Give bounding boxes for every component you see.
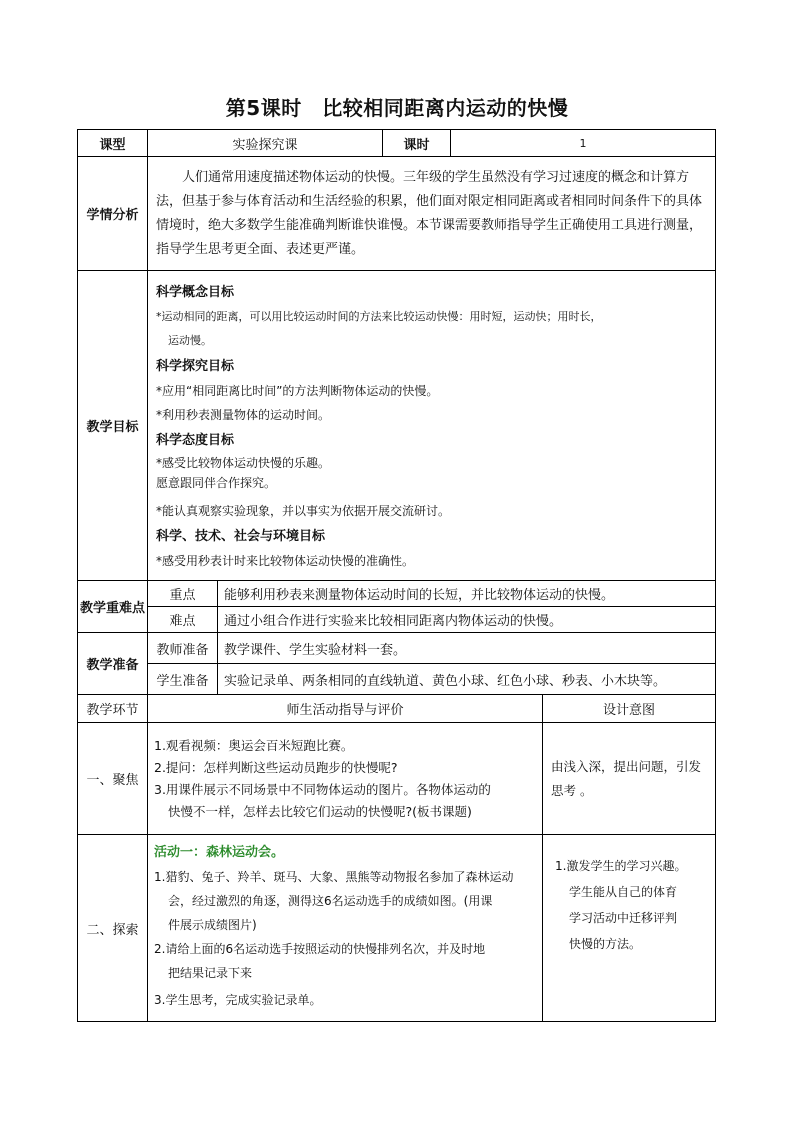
type-value: 实验探究课 xyxy=(148,130,383,157)
analysis-row xyxy=(78,157,716,271)
preparation-label: 教学准备 xyxy=(78,633,148,695)
stage-explore-intent xyxy=(543,835,716,1022)
key-label: 重点 xyxy=(148,581,218,607)
student-prep-label: 学生准备 xyxy=(148,664,218,695)
analysis-label: 学情分析 xyxy=(78,157,148,271)
teacher-prep-text: 教学课件、学生实验材料一套。 xyxy=(218,633,716,664)
inquiry-goal-title: 科学探究目标 xyxy=(156,358,235,374)
type-label: 课型 xyxy=(78,130,148,157)
inquiry-goal-line: *应用“相同距离比时间”的方法判断物体运动的快慢。 xyxy=(156,383,439,398)
stage-focus-name: 一、聚焦 xyxy=(78,723,148,835)
intent-line: 快慢的方法。 xyxy=(569,937,642,951)
stage-explore-activities xyxy=(148,835,543,1022)
list-item: 会，经过激烈的角逐，测得这6名运动选手的成绩如图。(用课 xyxy=(168,894,493,908)
activity-one-title: 活动一：森林运动会。 xyxy=(154,845,285,860)
stage-explore-row xyxy=(78,835,716,1022)
teacher-prep-row xyxy=(78,633,716,664)
intent-header: 设计意图 xyxy=(543,695,716,723)
difficulty-row xyxy=(78,607,716,633)
concept-goal-line: 运动慢。 xyxy=(168,333,212,347)
attitude-goal-line: *能认真观察实验现象，并以事实为依据开展交流研讨。 xyxy=(156,503,451,518)
student-prep-text: 实验记录单、两条相同的直线轨道、黄色小球、红色小球、秒表、小木块等。 xyxy=(218,664,716,695)
difficulty-text: 通过小组合作进行实验来比较相同距离内物体运动的快慢。 xyxy=(218,607,716,633)
intent-line: 1.激发学生的学习兴趣。 xyxy=(555,859,687,873)
goals-row xyxy=(78,271,716,581)
intent-line: 学生能从自己的体育 xyxy=(569,885,678,899)
list-item: 快慢不一样，怎样去比较它们运动的快慢呢?(板书课题) xyxy=(168,803,472,819)
attitude-goal-line: *感受比较物体运动快慢的乐趣。 xyxy=(156,455,331,470)
inquiry-goal-line: *利用秒表测量物体的运动时间。 xyxy=(156,407,331,422)
list-item: 3.用课件展示不同场景中不同物体运动的图片。各物体运动的 xyxy=(154,781,491,797)
process-header-row xyxy=(78,695,716,723)
goals-label: 教学目标 xyxy=(78,271,148,581)
hours-label: 课时 xyxy=(383,130,451,157)
sts-goal-title: 科学、技术、社会与环境目标 xyxy=(156,528,326,544)
list-item: 2.提问：怎样判断这些运动员跑步的快慢呢? xyxy=(154,759,398,775)
key-text: 能够利用秒表来测量物体运动时间的长短，并比较物体运动的快慢。 xyxy=(218,581,716,607)
stage-explore-name: 二、探索 xyxy=(78,835,148,1022)
header-row xyxy=(78,130,716,157)
lesson-plan-table xyxy=(77,129,716,1022)
list-item: 1.观看视频：奥运会百米短跑比赛。 xyxy=(154,737,354,753)
stage-focus-activities xyxy=(148,723,543,835)
sts-goal-line: *感受用秒表计时来比较物体运动快慢的准确性。 xyxy=(156,553,415,568)
activity-header: 师生活动指导与评价 xyxy=(148,695,543,723)
list-item: 3.学生思考，完成实验记录单。 xyxy=(154,993,322,1007)
student-prep-row xyxy=(78,664,716,695)
stage-focus-intent: 由浅入深，提出问题，引发思考 。 xyxy=(543,723,716,835)
page-title: 第5课时 比较相同距离内运动的快慢 xyxy=(225,96,569,120)
stage-header: 教学环节 xyxy=(78,695,148,723)
list-item: 2.请给上面的6名运动选手按照运动的快慢排列名次，并及时地 xyxy=(154,942,486,956)
key-point-row xyxy=(78,581,716,607)
attitude-goal-line: 愿意跟同伴合作探究。 xyxy=(156,475,277,490)
attitude-goal-title: 科学态度目标 xyxy=(156,432,235,448)
analysis-text: 人们通常用速度描述物体运动的快慢。三年级的学生虽然没有学习过速度的概念和计算方法，但基于参与体育活动和生活经验的积累，他们面对限定相同距离或者相同时间条件下的具体情境时，绝大多数学生能准确判断谁快谁慢。本节课需要教师指导学生正确使用工具进行测量，指导学生思考更全面、表述更严谨。 xyxy=(148,157,716,271)
list-item: 1.猎豹、兔子、羚羊、斑马、大象、黑熊等动物报名参加了森林运动 xyxy=(154,870,514,884)
goals-content xyxy=(148,271,716,581)
hours-value: 1 xyxy=(451,130,716,157)
stage-focus-row xyxy=(78,723,716,835)
teacher-prep-label: 教师准备 xyxy=(148,633,218,664)
list-item: 件展示成绩图片) xyxy=(168,918,257,932)
key-points-label: 教学重难点 xyxy=(78,581,148,633)
intent-line: 学习活动中迁移评判 xyxy=(569,911,678,925)
concept-goal-title: 科学概念目标 xyxy=(156,284,235,300)
difficulty-label: 难点 xyxy=(148,607,218,633)
concept-goal-line: *运动相同的距离，可以用比较运动时间的方法来比较运动快慢：用时短，运动快；用时长， xyxy=(156,309,602,323)
list-item: 把结果记录下来 xyxy=(168,966,253,980)
